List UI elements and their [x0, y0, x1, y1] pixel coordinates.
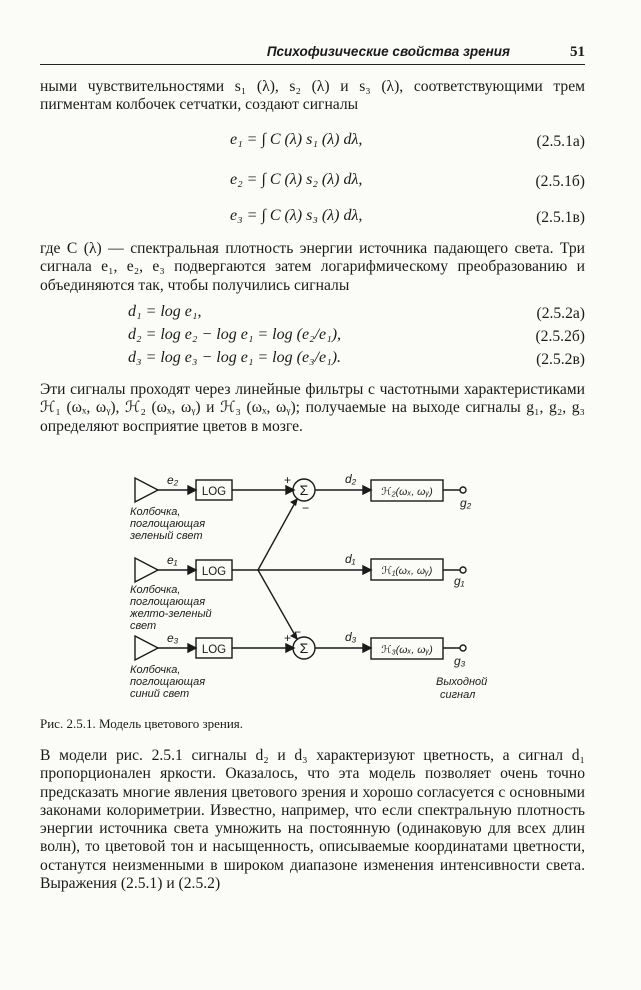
cone-label: поглощающая: [130, 596, 206, 608]
equation-expr: e₁ = ∫ C (λ) s₁ (λ) dλ,: [230, 131, 363, 148]
equation-expr: d₃ = log e₃ − log e₁ = log (e₃/e₁).: [128, 349, 342, 366]
equation-2-5-2v: [40, 349, 585, 373]
log-label: LOG: [201, 644, 227, 656]
paragraph-4: В модели рис. 2.5.1 сигналы d₂ и d₃ характеризуют цветность, а сигнал d₁ пропорционален яркости. Оказалось, что эта модель позволяет очень точно предсказать многие явления цветового зрения и хорошо согласуется с основными законами колориметрии. Известно, например, что если спектральную плотность энергии источника света умножить на постоянную (одинаковую для всех длин волн), то цветовой тон и насыщенность, описываемые координатами цветности, останутся неизменными в широком диапазоне изменения интенсивности света. Выражения (2.5.1) и (2.5.2): [40, 747, 585, 893]
d-label: d₃: [345, 630, 357, 644]
sum-symbol: Σ: [299, 482, 309, 498]
sum-symbol: Σ: [299, 640, 309, 656]
cone-triangle-icon: [135, 558, 158, 582]
equation-number: (2.5.2a): [536, 305, 585, 322]
filter-label: ℋ₃(ωₓ, ωᵧ): [381, 644, 433, 656]
equation-expr: e₃ = ∫ C (λ) s₃ (λ) dλ,: [230, 207, 363, 224]
d-label: d₂: [345, 472, 357, 486]
figure-caption: Рис. 2.5.1. Модель цветового зрения.: [40, 716, 244, 731]
signal-label: e₂: [167, 473, 179, 487]
cone-triangle-icon: [135, 636, 158, 660]
log-label: LOG: [201, 486, 227, 498]
cone-label: Колбочка,: [130, 584, 181, 596]
equation-2-5-2a: [40, 303, 585, 327]
signal-label: e₁: [167, 553, 178, 567]
equation-expr: e₂ = ∫ C (λ) s₂ (λ) dλ,: [230, 171, 363, 188]
output-signal-label: сигнал: [440, 689, 476, 701]
filter-label: ℋ₂(ωₓ, ωᵧ): [381, 486, 433, 498]
equation-number: (2.5.1a): [536, 133, 585, 150]
equation-2-5-1a: [40, 131, 585, 155]
cone-label: Колбочка,: [130, 664, 181, 676]
cone-label: желто-зеленый: [130, 608, 212, 620]
page-number: 51: [570, 44, 585, 60]
output-label: g₃: [454, 654, 466, 668]
filter-label: ℋ₁(ωₓ, ωᵧ): [381, 565, 433, 577]
output-signal-label: Выходной: [436, 676, 488, 688]
log-label: LOG: [201, 566, 227, 578]
plus-sign: +: [284, 473, 292, 487]
color-vision-model-diagram: [0, 460, 641, 710]
running-title: Психофизические свойства зрения: [266, 44, 510, 59]
equation-number: (2.5.2б): [535, 328, 585, 345]
d-label: d₁: [345, 552, 356, 566]
output-label: g₁: [454, 574, 465, 588]
paragraph-2: где C (λ) — спектральная плотность энергии источника падающего света. Три сигнала e₁, e₂, e₃ подвергаются затем логарифмическому преобразованию и объединяются так, чтобы получились сигналы: [40, 240, 585, 294]
plus-sign: +: [284, 631, 292, 645]
equation-2-5-1v: [40, 207, 585, 231]
cone-label: поглощающая: [130, 518, 206, 530]
equation-number: (2.5.1б): [535, 173, 585, 190]
paragraph-3: Эти сигналы проходят через линейные фильтры с частотными характеристиками ℋ₁ (ωₓ, ωᵧ), ℋ₂ (ωₓ, ωᵧ) и ℋ₃ (ωₓ, ωᵧ); получаемые на выходе сигналы g₁, g₂, g₃ определяют восприятие цветов в мозге.: [40, 381, 585, 435]
minus-sign: −: [302, 501, 310, 515]
cone-label: Колбочка,: [130, 506, 181, 518]
cone-label: свет: [130, 620, 157, 632]
page-header: [40, 44, 585, 65]
output-label: g₂: [460, 496, 472, 510]
equation-expr: d₁ = log e₁,: [128, 303, 202, 320]
equation-number: (2.5.2в): [536, 351, 585, 368]
signal-label: e₃: [167, 631, 179, 645]
equation-2-5-2b: [40, 326, 585, 350]
paragraph-1: ными чувствительностями s₁ (λ), s₂ (λ) и s₃ (λ), соответствующими трем пигментам колбочек сетчатки, создают сигналы: [40, 78, 585, 114]
equation-expr: d₂ = log e₂ − log e₁ = log (e₂/e₁),: [128, 326, 342, 343]
equation-2-5-1b: [40, 171, 585, 195]
cone-triangle-icon: [135, 478, 158, 502]
equation-number: (2.5.1в): [536, 209, 585, 226]
cone-label: поглощающая: [130, 676, 206, 688]
cone-label: синий свет: [130, 688, 190, 700]
minus-sign: −: [294, 625, 302, 639]
cone-label: зеленый свет: [130, 530, 203, 542]
